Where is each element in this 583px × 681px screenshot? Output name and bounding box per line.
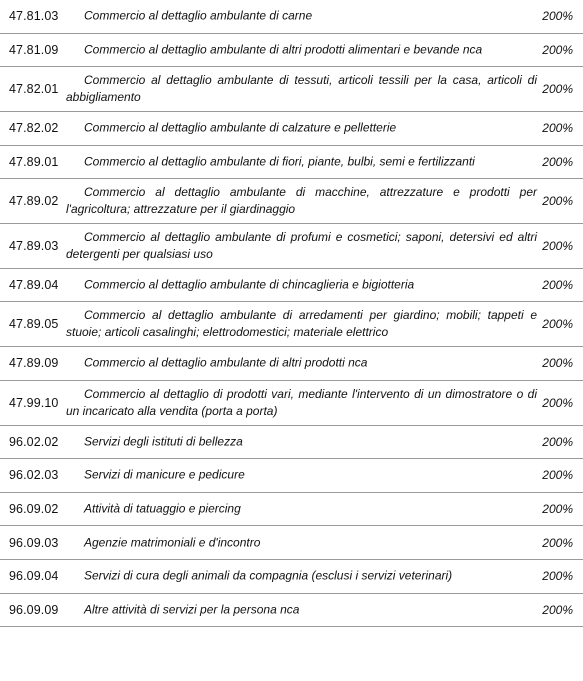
activity-code: 47.82.01 <box>9 82 59 97</box>
percentage-value: 200% <box>542 569 573 584</box>
table-row <box>0 146 583 180</box>
table-row <box>0 302 583 347</box>
activity-description: Commercio al dettaglio ambulante di tessuti, articoli tessili per la casa, articoli di abbigliamento <box>66 73 537 105</box>
activity-code: 96.09.03 <box>9 535 59 550</box>
activity-code: 96.09.09 <box>9 602 59 617</box>
activity-code: 47.89.02 <box>9 194 59 209</box>
activity-code: 96.02.03 <box>9 468 59 483</box>
activity-code: 96.02.02 <box>9 434 59 449</box>
activity-description: Commercio al dettaglio ambulante di altri prodotti nca <box>84 355 368 370</box>
activity-description: Attività di tatuaggio e piercing <box>84 501 241 516</box>
activity-description: Servizi degli istituti di bellezza <box>84 434 243 449</box>
percentage-value: 200% <box>542 121 573 136</box>
activity-description: Commercio al dettaglio ambulante di profumi e cosmetici; saponi, detersivi ed altri detergenti per qualsiasi uso <box>66 229 537 261</box>
activity-code: 47.81.09 <box>9 42 59 57</box>
percentage-value: 200% <box>542 9 573 24</box>
activity-description: Altre attività di servizi per la persona nca <box>84 602 300 617</box>
activity-code: 96.09.04 <box>9 569 59 584</box>
percentage-value: 200% <box>542 356 573 371</box>
table-row <box>0 594 583 628</box>
percentage-value: 200% <box>542 535 573 550</box>
activity-code: 47.82.02 <box>9 121 59 136</box>
table-row <box>0 67 583 112</box>
percentage-value: 200% <box>542 434 573 449</box>
table-row <box>0 459 583 493</box>
activity-description: Commercio al dettaglio ambulante di arredamenti per giardino; mobili; tappeti e stuoie; articoli casalinghi; elettrodomestici; materiale elettrico <box>66 308 537 340</box>
percentage-value: 200% <box>542 395 573 410</box>
table-row <box>0 526 583 560</box>
percentage-value: 200% <box>542 602 573 617</box>
table-row <box>0 0 583 34</box>
table-row <box>0 493 583 527</box>
activity-code: 47.89.04 <box>9 278 59 293</box>
table-row <box>0 34 583 68</box>
table-row <box>0 426 583 460</box>
activity-description: Commercio al dettaglio ambulante di altri prodotti alimentari e bevande nca <box>84 42 483 57</box>
activity-description: Commercio al dettaglio ambulante di carne <box>84 8 313 23</box>
activity-description: Commercio al dettaglio ambulante di macchine, attrezzature e prodotti per l'agricoltura; attrezzature per il giardinaggio <box>66 185 537 217</box>
activity-code: 47.89.09 <box>9 356 59 371</box>
activity-description: Commercio al dettaglio ambulante di calzature e pelletterie <box>84 120 397 135</box>
activity-description: Servizi di cura degli animali da compagnia (esclusi i servizi veterinari) <box>84 568 453 583</box>
percentage-value: 200% <box>542 468 573 483</box>
table-row <box>0 347 583 381</box>
activity-code: 47.89.03 <box>9 238 59 253</box>
activity-code: 47.89.01 <box>9 154 59 169</box>
table-row <box>0 112 583 146</box>
activity-description: Commercio al dettaglio ambulante di fiori, piante, bulbi, semi e fertilizzanti <box>84 154 475 169</box>
table-row <box>0 224 583 269</box>
table-row <box>0 560 583 594</box>
percentage-value: 200% <box>542 154 573 169</box>
percentage-value: 200% <box>542 194 573 209</box>
percentage-value: 200% <box>542 42 573 57</box>
percentage-value: 200% <box>542 502 573 517</box>
activity-description: Commercio al dettaglio di prodotti vari, mediante l'intervento di un dimostratore o di un incaricato alla vendita (porta a porta) <box>66 386 537 418</box>
activity-code: 96.09.02 <box>9 502 59 517</box>
percentage-value: 200% <box>542 82 573 97</box>
activity-description: Commercio al dettaglio ambulante di chincaglieria e bigiotteria <box>84 277 415 292</box>
activity-code: 47.81.03 <box>9 9 59 24</box>
table-row <box>0 381 583 426</box>
table-row <box>0 269 583 303</box>
percentage-value: 200% <box>542 238 573 253</box>
activity-code: 47.99.10 <box>9 395 59 410</box>
table-row <box>0 179 583 224</box>
activity-description: Agenzie matrimoniali e d'incontro <box>84 535 261 550</box>
activity-description: Servizi di manicure e pedicure <box>84 467 245 482</box>
percentage-value: 200% <box>542 317 573 332</box>
percentage-value: 200% <box>542 278 573 293</box>
activity-code: 47.89.05 <box>9 317 59 332</box>
